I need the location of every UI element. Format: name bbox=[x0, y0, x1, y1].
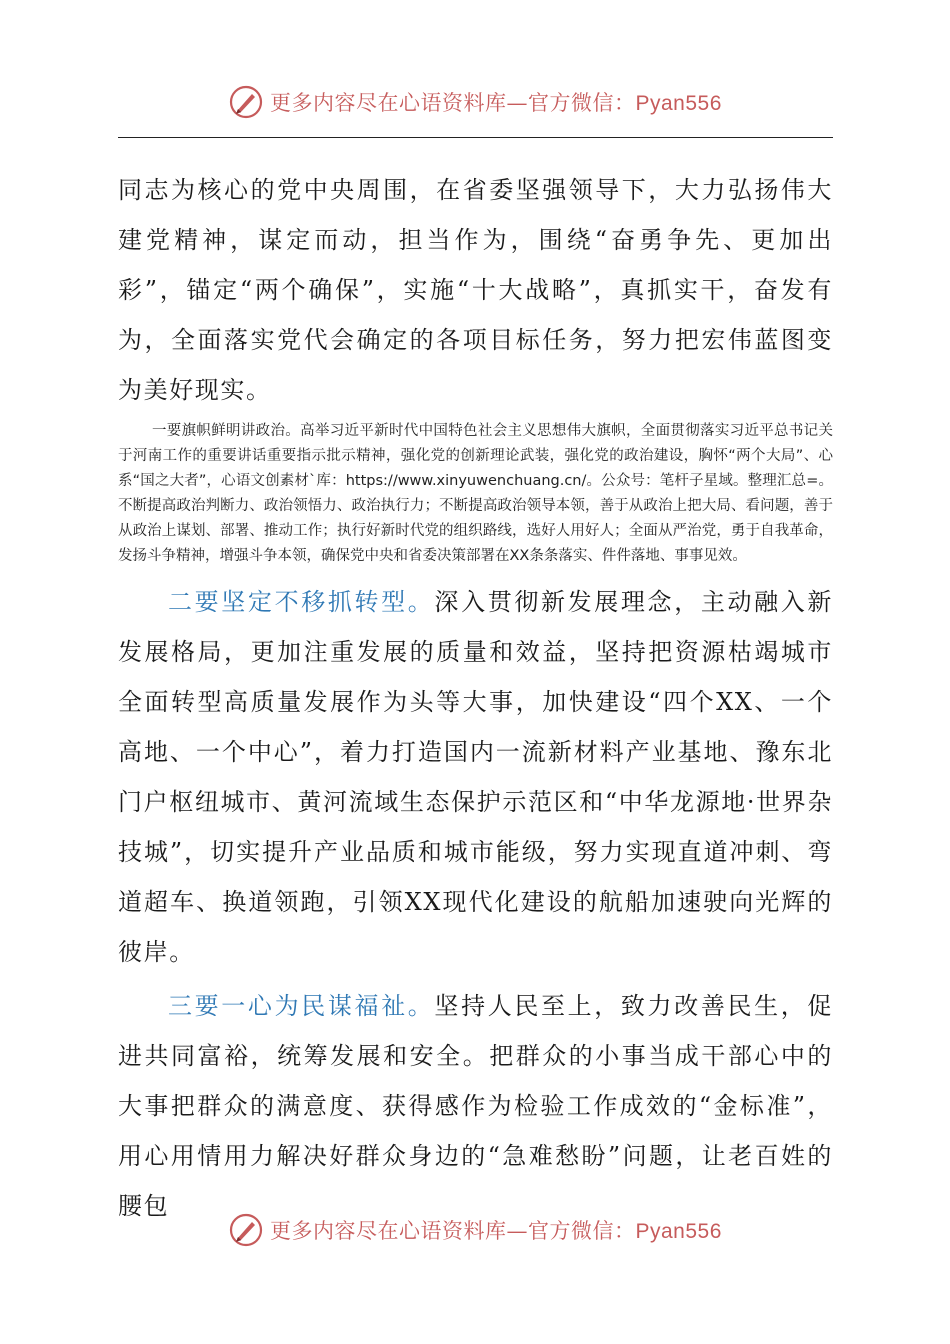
header-banner bbox=[228, 82, 748, 122]
paragraph-3-text: 深入贯彻新发展理念，主动融入新发展格局，更加注重发展的质量和效益，坚持把资源枯竭城市全面转型高质量发展作为头等大事，加快建设“四个XX、一个高地、一个中心”，着力打造国内一流新材料产业基地、豫东北门户枢纽城市、黄河流域生态保护示范区和“中华龙源地·世界杂技城”，切实提升产业品质和城市能级，努力实现直道冲刺、弯道超车、换道领跑，引领XX现代化建设的航船加速驶向光辉的彼岸。 bbox=[118, 588, 834, 966]
document-body bbox=[118, 165, 833, 1231]
paragraph-3 bbox=[118, 577, 833, 977]
paragraph-1: 同志为核心的党中央周围，在省委坚强领导下，大力弘扬伟大建党精神，谋定而动，担当作为，围绕“奋勇争先、更加出彩”，锚定“两个确保”，实施“十大战略”，真抓实干，奋发有为，全面落实党代会确定的各项目标任务，努力把宏伟蓝图变为美好现实。 bbox=[118, 176, 833, 404]
paragraph-4-text: 坚持人民至上，致力改善民生，促进共同富裕，统筹发展和安全。把群众的小事当成干部心中的大事把群众的满意度、获得感作为检验工作成效的“金标准”，用心用情用力解决好群众身边的“急难愁盼”问题，让老百姓的腰包 bbox=[118, 992, 834, 1220]
pen-logo-icon bbox=[228, 84, 264, 120]
header-divider bbox=[118, 137, 833, 138]
wechat-id: Pyan556 bbox=[635, 1220, 722, 1243]
pen-logo-icon bbox=[228, 1212, 264, 1248]
paragraph-4-heading: 三要一心为民谋福祉。 bbox=[168, 992, 435, 1020]
paragraph-3-heading: 二要坚定不移抓转型。 bbox=[168, 588, 435, 616]
paragraph-4 bbox=[118, 981, 833, 1231]
banner-text: 更多内容尽在心语资料库—官方微信：Pyan556 bbox=[270, 91, 722, 115]
footer-banner bbox=[228, 1210, 748, 1250]
paragraph-2: 一要旗帜鲜明讲政治。高举习近平新时代中国特色社会主义思想伟大旗帜，全面贯彻落实习近平总书记关于河南工作的重要讲话重要指示批示精神，强化党的创新理论武装，强化党的政治建设，胸怀“两个大局”、心系“国之大者”，心语文创素材`库：https://www.xinyuwenchuang.cn/。公众号：笔杆子星域。整理汇总=。不断提高政治判断力、政治领悟力、政治执行力；不断提高政治领导本领，善于从政治上把大局、看问题，善于从政治上谋划、部署、推动工作；执行好新时代党的组织路线，选好人用好人；全面从严治党，勇于自我革命，发扬斗争精神，增强斗争本领，确保党中央和省委决策部署在XX条条落实、件件落地、事事见效。 bbox=[118, 423, 833, 564]
banner-text: 更多内容尽在心语资料库—官方微信：Pyan556 bbox=[270, 1219, 722, 1243]
wechat-id: Pyan556 bbox=[635, 92, 722, 115]
